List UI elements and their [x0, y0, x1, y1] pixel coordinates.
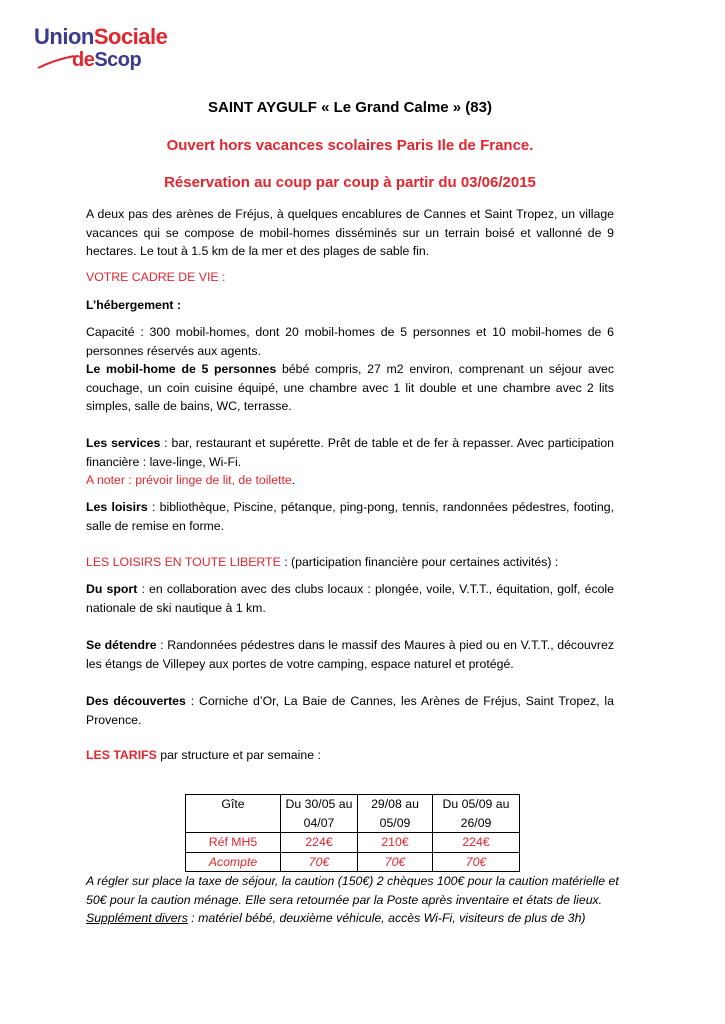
table-cell: 210€ [358, 833, 433, 853]
table-row [186, 852, 520, 872]
svg-text:deScop: deScop [72, 49, 142, 71]
table-cell: 70€ [358, 852, 433, 872]
table-header-cell: Gîte [186, 795, 281, 833]
services-paragraph: Les services : bar, restaurant et supérette. Prêt de table et de fer à repasser. Avec participation financière : lave-linge, Wi-Fi. [86, 436, 615, 469]
capacite-paragraph: Capacité : 300 mobil-homes, dont 20 mobil-homes de 5 personnes et 10 mobil-homes de 6 personnes réservés aux agents. [86, 325, 614, 358]
svg-text:UnionSociale: UnionSociale [34, 24, 168, 49]
table-header-cell: 29/08 au 05/09 [358, 795, 433, 833]
cadre-heading: VOTRE CADRE DE VIE : [86, 270, 226, 284]
footer-notes [86, 872, 626, 928]
table-cell: 224€ [281, 833, 358, 853]
liberte-heading: LES LOISIRS EN TOUTE LIBERTE : (participation financière pour certaines activités) : [86, 555, 559, 569]
sport-paragraph: Du sport : en collaboration avec des clubs locaux : plongée, voile, V.T.T., équitation, golf, école nationale de ski nautique à 1 km. [86, 582, 614, 615]
table-cell: Réf MH5 [186, 833, 281, 853]
table-header-cell: Du 05/09 au 26/09 [433, 795, 520, 833]
intro-paragraph: A deux pas des arènes de Fréjus, à quelques encablures de Cannes et Saint Tropez, un village vacances qui se compose de mobil-homes disséminés sur un terrain boisé et vallonné de 9 hectares. Le tout à 1.5 km de la mer et des plages de sable fin. [86, 207, 614, 259]
table-header-row [186, 795, 520, 833]
table-row [186, 833, 520, 853]
table-header-cell: Du 30/05 au 04/07 [281, 795, 358, 833]
note-paragraph: A noter : prévoir linge de lit, de toilette. [86, 473, 296, 487]
table-cell: Acompte [186, 852, 281, 872]
mobil-home-paragraph: Le mobil-home de 5 personnes bébé compris, 27 m2 environ, comprenant un séjour avec couchage, un coin cuisine équipé, une chambre avec 1 lit double et une chambre avec 2 lits simples, salle de bains, WC, terrasse. [86, 362, 614, 414]
table-cell: 224€ [433, 833, 520, 853]
subtitle-open: Ouvert hors vacances scolaires Paris Ile de France. [166, 137, 534, 154]
table-cell: 70€ [433, 852, 520, 872]
tarifs-table [185, 794, 520, 872]
decouvertes-paragraph: Des découvertes : Corniche d’Or, La Baie de Cannes, les Arènes de Fréjus, Saint Tropez, la Provence. [86, 694, 614, 727]
tarifs-heading: LES TARIFS par structure et par semaine : [86, 748, 321, 762]
loisirs-paragraph: Les loisirs : bibliothèque, Piscine, pétanque, ping-pong, tennis, randonnées pédestres, footing, salle de remise en forme. [86, 500, 614, 533]
page-title: SAINT AYGULF « Le Grand Calme » (83) [208, 99, 492, 116]
detendre-paragraph: Se détendre : Randonnées pédestres dans le massif des Maures à pied ou en V.T.T., découvrez les étangs de Villepey aux portes de votre camping, espace naturel et protégé. [86, 638, 614, 671]
supplement-note: Supplément divers : matériel bébé, deuxième véhicule, accès Wi-Fi, visiteurs de plus de 3h) [86, 911, 586, 926]
subtitle-reservation: Réservation au coup par coup à partir du 03/06/2015 [164, 174, 536, 191]
table-cell: 70€ [281, 852, 358, 872]
payment-note: A régler sur place la taxe de séjour, la caution (150€) 2 chèques 100€ pour la caution matérielle et 50€ pour la caution ménage. Elle sera retournée par la Poste après inventaire et états de lieux. [86, 874, 619, 907]
hebergement-heading: L’hébergement : [86, 298, 181, 312]
union-sociale-logo [34, 22, 174, 72]
